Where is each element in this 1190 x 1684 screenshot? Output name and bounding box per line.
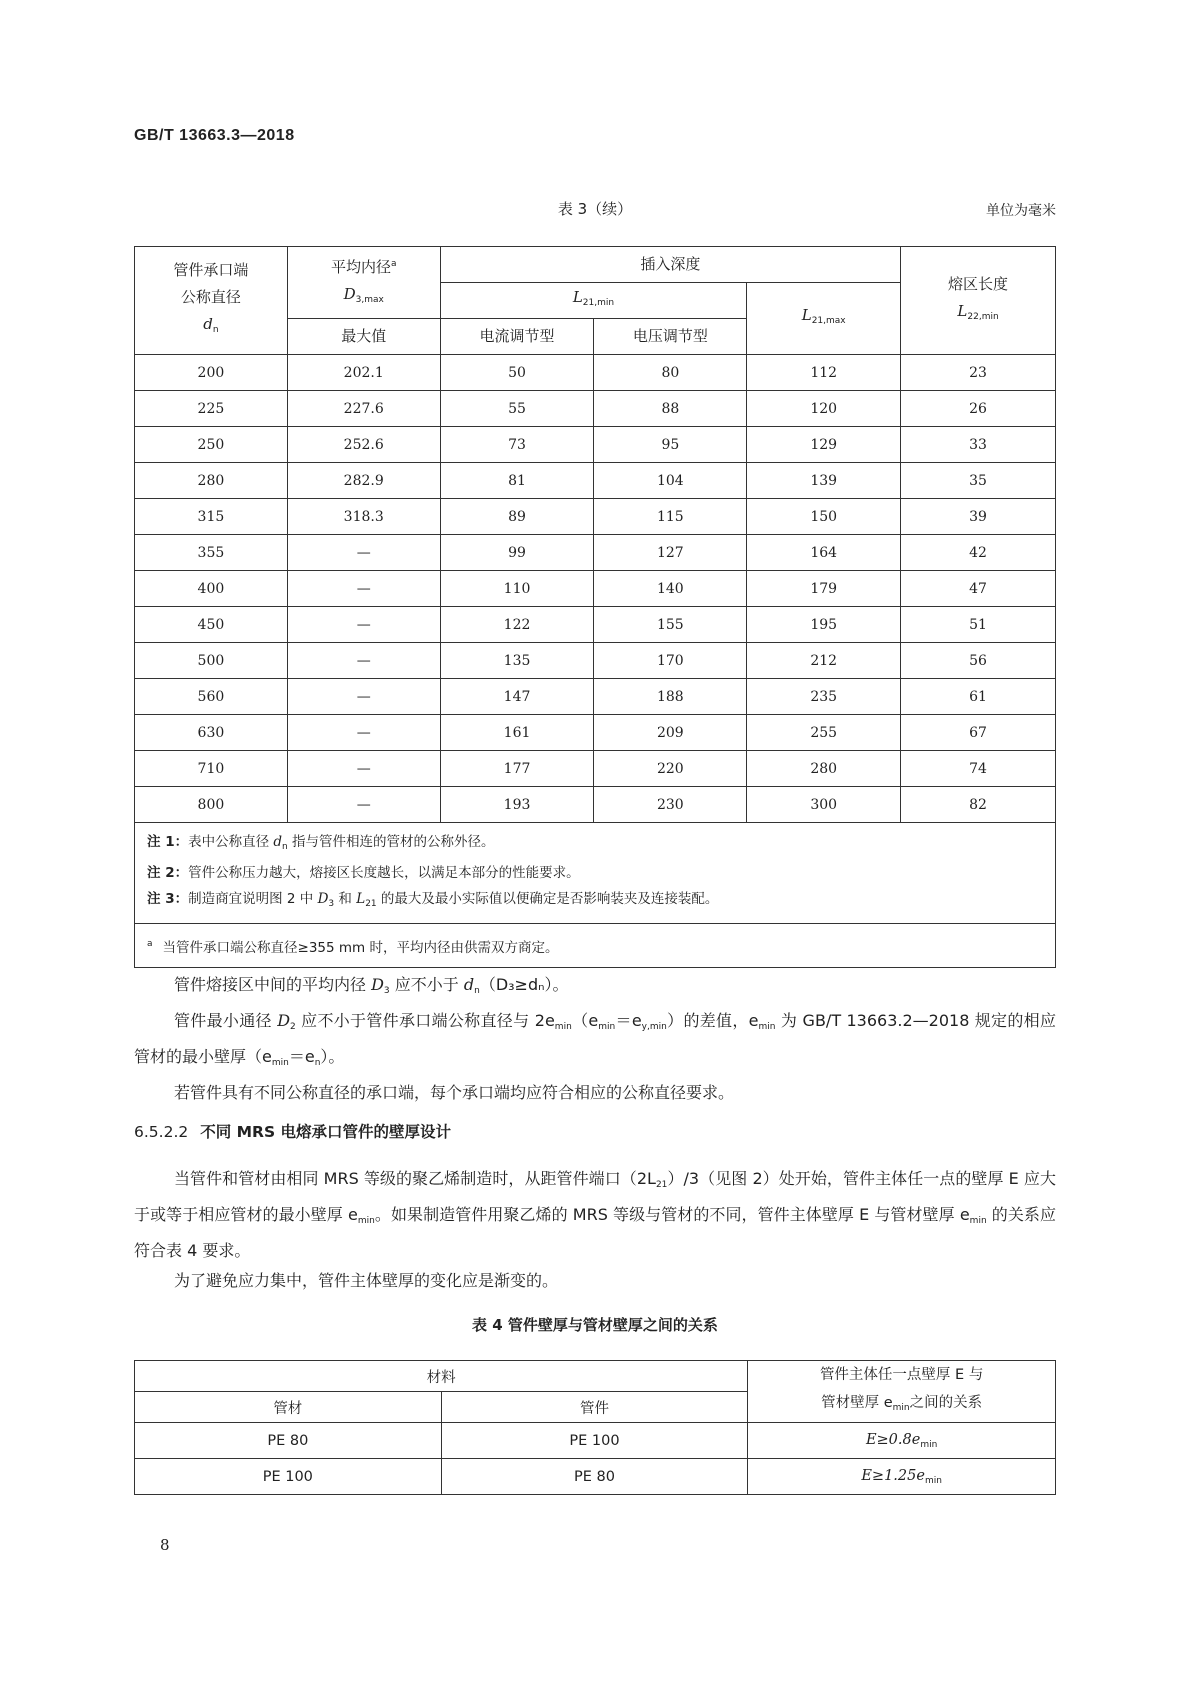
table-row <box>135 1423 1056 1459</box>
table-row <box>135 1459 1056 1495</box>
cell-insert-depth-current: 135 <box>440 643 594 679</box>
cell-pipe: PE 80 <box>135 1423 442 1459</box>
cell-fusion-length: 23 <box>901 355 1056 391</box>
p2-g: ＝e <box>288 1047 315 1066</box>
table3 <box>134 246 1056 968</box>
l21min-subscript: 21,min <box>582 298 615 308</box>
cell-mean-inner-diameter: — <box>287 535 440 571</box>
cell-nominal-diameter: 250 <box>135 427 288 463</box>
cell-insert-depth-current: 147 <box>440 679 594 715</box>
p2-b: 应不小于管件承口端公称直径与 2e <box>295 1011 555 1030</box>
p2-h: ）。 <box>320 1047 345 1066</box>
p1-sym2: d <box>463 975 475 994</box>
cell-nominal-diameter: 400 <box>135 571 288 607</box>
cell-nominal-diameter: 560 <box>135 679 288 715</box>
cell-fusion-length: 74 <box>901 751 1056 787</box>
cell-insert-depth-current: 73 <box>440 427 594 463</box>
cell-mean-inner-diameter: 202.1 <box>287 355 440 391</box>
note-3-label: 注 3： <box>147 891 189 907</box>
relation-subscript: min <box>924 1475 942 1486</box>
footnote-mark: a <box>147 939 153 949</box>
cell-insert-depth-voltage: 115 <box>594 499 747 535</box>
col2-subscript: 3,max <box>355 295 384 305</box>
cell-insert-depth-voltage: 80 <box>594 355 747 391</box>
p4-b: ）/3（见图 2）处开始，管件主体任一点的壁厚 E 应大于或等于相应管材的最小壁厚 e <box>134 1169 1056 1224</box>
cell-insert-depth-current: 81 <box>440 463 594 499</box>
p2-sub7: n <box>314 1058 321 1068</box>
note-1-label: 注 1： <box>147 834 189 850</box>
cell-mean-inner-diameter: — <box>287 643 440 679</box>
fusion-subscript: 22,min <box>967 311 999 322</box>
cell-mean-inner-diameter: 282.9 <box>287 463 440 499</box>
cell-insert-depth-max: 195 <box>747 607 901 643</box>
cell-insert-depth-max: 179 <box>747 571 901 607</box>
p4-a: 当管件和管材由相同 MRS 等级的聚乙烯制造时，从距管件端口（2L <box>174 1169 656 1188</box>
cell-relation <box>748 1423 1056 1459</box>
relation-line2a: 管材壁厚 e <box>821 1395 893 1411</box>
col2-footnote-mark: a <box>390 259 397 269</box>
cell-insert-depth-current: 110 <box>440 571 594 607</box>
note-3 <box>147 886 1043 917</box>
fusion-symbol: L <box>957 301 968 320</box>
p2-sub1: 2 <box>290 1022 296 1032</box>
table3-notes <box>135 823 1056 924</box>
col-header-max-value: 最大值 <box>287 319 440 355</box>
relation-line1: 管件主体任一点壁厚 E 与 <box>819 1367 984 1383</box>
cell-mean-inner-diameter: 252.6 <box>287 427 440 463</box>
cell-fusion-length: 82 <box>901 787 1056 823</box>
cell-insert-depth-current: 50 <box>440 355 594 391</box>
col-header-voltage-type: 电压调节型 <box>594 319 747 355</box>
note-3-symbol-2: L <box>356 891 366 907</box>
cell-insert-depth-voltage: 188 <box>594 679 747 715</box>
note-1-subscript: n <box>282 842 288 852</box>
cell-mean-inner-diameter: — <box>287 751 440 787</box>
p4-d: 的关系应符合表 4 要求。 <box>134 1205 1056 1260</box>
note-2-label: 注 2： <box>147 865 189 881</box>
note-3-subscript-1: 3 <box>328 899 335 909</box>
relation-text: E≥1.25e <box>861 1467 925 1484</box>
cell-nominal-diameter: 500 <box>135 643 288 679</box>
p2-sub2: min <box>554 1022 572 1032</box>
paragraph-2 <box>134 1006 1056 1078</box>
cell-fitting: PE 100 <box>441 1423 748 1459</box>
cell-mean-inner-diameter: — <box>287 571 440 607</box>
cell-relation <box>748 1459 1056 1495</box>
table-row <box>135 427 1056 463</box>
cell-mean-inner-diameter: 227.6 <box>287 391 440 427</box>
relation-subscript: min <box>892 1403 910 1413</box>
section-title: 不同 MRS 电熔承口管件的壁厚设计 <box>200 1123 452 1141</box>
p1-sub1: 3 <box>383 986 390 996</box>
table-row <box>135 391 1056 427</box>
p2-f: 为 GB/T 13663.2—2018 规定的相应管材的最小壁厚（e <box>134 1011 1056 1066</box>
cell-insert-depth-voltage: 155 <box>594 607 747 643</box>
l21max-subscript: 21,max <box>811 316 846 326</box>
l21max-symbol: L <box>801 306 812 324</box>
cell-insert-depth-max: 280 <box>747 751 901 787</box>
table-row <box>135 679 1056 715</box>
cell-insert-depth-max: 164 <box>747 535 901 571</box>
table4-header-pipe: 管材 <box>135 1392 442 1423</box>
cell-fusion-length: 61 <box>901 679 1056 715</box>
p1-sym1: D <box>371 975 384 994</box>
note-1-symbol: d <box>273 834 283 850</box>
cell-insert-depth-max: 255 <box>747 715 901 751</box>
cell-mean-inner-diameter: — <box>287 607 440 643</box>
col1-subscript: n <box>212 325 219 335</box>
col-header-insert-depth: 插入深度 <box>440 247 900 283</box>
table-row <box>135 751 1056 787</box>
cell-nominal-diameter: 355 <box>135 535 288 571</box>
l21min-symbol: L <box>572 288 583 306</box>
cell-insert-depth-current: 55 <box>440 391 594 427</box>
cell-insert-depth-voltage: 230 <box>594 787 747 823</box>
cell-mean-inner-diameter: 318.3 <box>287 499 440 535</box>
cell-insert-depth-max: 235 <box>747 679 901 715</box>
paragraph-1 <box>134 970 1056 1006</box>
fusion-line1: 熔区长度 <box>948 274 1009 293</box>
note-1-text-a: 表中公称直径 <box>188 834 274 850</box>
table-row <box>135 535 1056 571</box>
body-paragraphs-2 <box>134 1164 1056 1296</box>
cell-insert-depth-max: 212 <box>747 643 901 679</box>
note-2 <box>147 860 1043 886</box>
cell-fusion-length: 47 <box>901 571 1056 607</box>
cell-fusion-length: 56 <box>901 643 1056 679</box>
cell-insert-depth-current: 89 <box>440 499 594 535</box>
cell-fusion-length: 35 <box>901 463 1056 499</box>
col-header-fusion-length <box>901 247 1056 355</box>
note-3-text-c: 的最大及最小实际值以便确定是否影响装夹及连接装配。 <box>376 891 719 907</box>
cell-insert-depth-max: 120 <box>747 391 901 427</box>
cell-insert-depth-voltage: 140 <box>594 571 747 607</box>
table3-unit: 单位为毫米 <box>986 203 1056 219</box>
col2-symbol: D <box>343 285 356 303</box>
p2-sub5: min <box>758 1022 776 1032</box>
p2-sub4: y,min <box>641 1022 667 1032</box>
cell-insert-depth-voltage: 95 <box>594 427 747 463</box>
note-3-subscript-2: 21 <box>365 899 377 909</box>
col-header-mean-inner-diameter <box>287 247 440 319</box>
p2-c: （e <box>571 1011 599 1030</box>
cell-insert-depth-voltage: 104 <box>594 463 747 499</box>
table4-title: 表 4 管件壁厚与管材壁厚之间的关系 <box>472 1316 718 1334</box>
section-heading <box>134 1120 451 1142</box>
body-paragraphs-1 <box>134 970 1056 1108</box>
cell-nominal-diameter: 630 <box>135 715 288 751</box>
table-row <box>135 463 1056 499</box>
cell-nominal-diameter: 450 <box>135 607 288 643</box>
paragraph-3: 若管件具有不同公称直径的承口端，每个承口端均应符合相应的公称直径要求。 <box>174 1083 735 1102</box>
table-row <box>135 355 1056 391</box>
cell-insert-depth-current: 161 <box>440 715 594 751</box>
p2-e: ）的差值，e <box>666 1011 759 1030</box>
note-1-text-b: 指与管件相连的管材的公称外径。 <box>287 834 495 850</box>
note-2-text: 管件公称压力越大，熔接区长度越长，以满足本部分的性能要求。 <box>188 865 580 881</box>
cell-insert-depth-voltage: 220 <box>594 751 747 787</box>
cell-insert-depth-current: 99 <box>440 535 594 571</box>
col-header-l21max <box>747 283 901 355</box>
note-3-text-a: 制造商宜说明图 2 中 <box>188 891 318 907</box>
col2-line1: 平均内径 <box>330 258 391 276</box>
p4-sub2: min <box>357 1216 375 1226</box>
p2-d: ＝e <box>615 1011 642 1030</box>
standard-number: GB/T 13663.3—2018 <box>134 127 295 144</box>
col-header-nominal-diameter <box>135 247 288 355</box>
cell-nominal-diameter: 225 <box>135 391 288 427</box>
col1-line1: 管件承口端 <box>173 261 249 279</box>
cell-fusion-length: 67 <box>901 715 1056 751</box>
relation-line2b: 之间的关系 <box>909 1395 983 1411</box>
p2-sub6: min <box>271 1058 289 1068</box>
table-row <box>135 643 1056 679</box>
p1-c: （D₃≥dₙ）。 <box>479 975 569 994</box>
table3-title: 表 3（续） <box>557 200 633 218</box>
table-row <box>135 607 1056 643</box>
cell-nominal-diameter: 200 <box>135 355 288 391</box>
cell-mean-inner-diameter: — <box>287 715 440 751</box>
note-3-symbol-1: D <box>317 891 329 907</box>
cell-insert-depth-max: 150 <box>747 499 901 535</box>
cell-fitting: PE 80 <box>441 1459 748 1495</box>
footnote-text: 当管件承口端公称直径≥355 mm 时，平均内径由供需双方商定。 <box>162 939 559 956</box>
p4-sub1: 21 <box>655 1180 668 1190</box>
col-header-l21min <box>440 283 747 319</box>
table-row <box>135 715 1056 751</box>
table-row <box>135 787 1056 823</box>
table4-header-fitting: 管件 <box>441 1392 748 1423</box>
cell-insert-depth-current: 193 <box>440 787 594 823</box>
relation-text: E≥0.8e <box>865 1431 921 1448</box>
p4-c: 。如果制造管件用聚乙烯的 MRS 等级与管材的不同，管件主体壁厚 E 与管材壁厚 e <box>374 1205 970 1224</box>
cell-fusion-length: 33 <box>901 427 1056 463</box>
cell-insert-depth-voltage: 88 <box>594 391 747 427</box>
paragraph-5: 为了避免应力集中，管件主体壁厚的变化应是渐变的。 <box>174 1271 559 1290</box>
cell-insert-depth-voltage: 127 <box>594 535 747 571</box>
p2-sym1: D <box>277 1011 291 1030</box>
cell-insert-depth-max: 139 <box>747 463 901 499</box>
cell-fusion-length: 39 <box>901 499 1056 535</box>
p1-sub2: n <box>474 986 480 996</box>
p4-sub3: min <box>969 1216 987 1226</box>
section-number: 6.5.2.2 <box>134 1123 189 1141</box>
p1-a: 管件熔接区中间的平均内径 <box>174 975 372 994</box>
table3-footnote <box>135 924 1056 968</box>
table4-header-relation <box>748 1361 1056 1423</box>
cell-fusion-length: 42 <box>901 535 1056 571</box>
p1-b: 应不小于 <box>389 975 464 994</box>
relation-subscript: min <box>920 1439 938 1450</box>
cell-nominal-diameter: 710 <box>135 751 288 787</box>
paragraph-4 <box>134 1164 1056 1266</box>
cell-insert-depth-voltage: 170 <box>594 643 747 679</box>
table-row <box>135 571 1056 607</box>
cell-insert-depth-max: 300 <box>747 787 901 823</box>
cell-fusion-length: 26 <box>901 391 1056 427</box>
col1-line2: 公称直径 <box>180 288 241 306</box>
col-header-current-type: 电流调节型 <box>440 319 594 355</box>
col1-symbol: d <box>203 315 213 333</box>
table4 <box>134 1360 1056 1495</box>
note-1 <box>147 829 1043 860</box>
page-number: 8 <box>160 1536 170 1554</box>
cell-insert-depth-current: 122 <box>440 607 594 643</box>
cell-nominal-diameter: 315 <box>135 499 288 535</box>
cell-insert-depth-voltage: 209 <box>594 715 747 751</box>
note-3-text-b: 和 <box>334 891 357 907</box>
cell-insert-depth-max: 129 <box>747 427 901 463</box>
cell-fusion-length: 51 <box>901 607 1056 643</box>
cell-nominal-diameter: 800 <box>135 787 288 823</box>
cell-insert-depth-max: 112 <box>747 355 901 391</box>
cell-mean-inner-diameter: — <box>287 679 440 715</box>
cell-mean-inner-diameter: — <box>287 787 440 823</box>
table4-header-material: 材料 <box>135 1361 748 1392</box>
p2-sub3: min <box>598 1022 616 1032</box>
table-row <box>135 499 1056 535</box>
cell-pipe: PE 100 <box>135 1459 442 1495</box>
cell-insert-depth-current: 177 <box>440 751 594 787</box>
p2-a: 管件最小通径 <box>174 1011 278 1030</box>
cell-nominal-diameter: 280 <box>135 463 288 499</box>
